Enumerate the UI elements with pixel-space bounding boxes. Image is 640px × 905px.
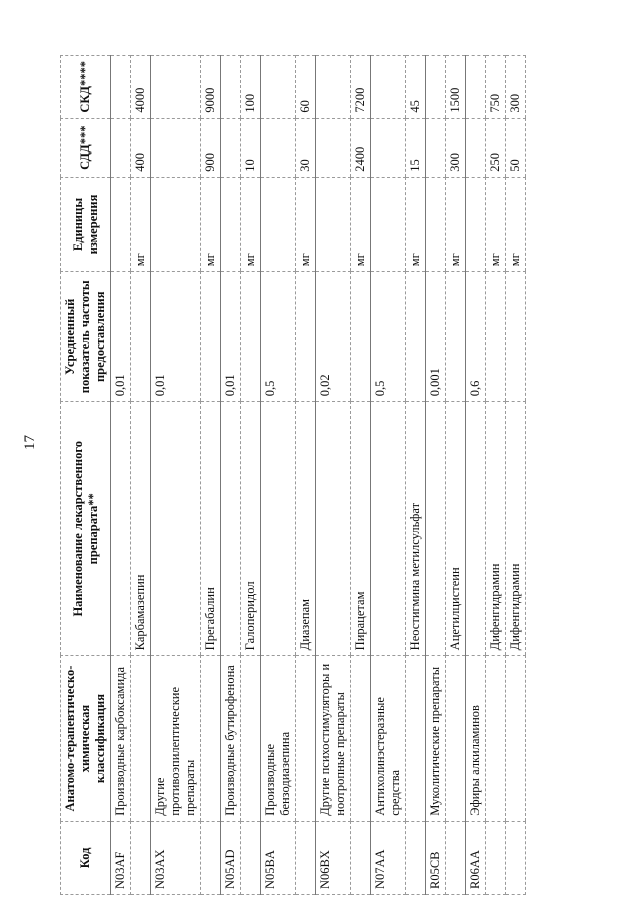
cell-frequency: 0,6 (466, 272, 486, 402)
table-row (221, 56, 241, 895)
cell-unit (426, 177, 446, 272)
cell-atc-class (131, 656, 151, 821)
cell-code: N05AD (221, 821, 241, 894)
cell-sdd: 400 (131, 118, 151, 177)
cell-skd: 45 (406, 56, 426, 119)
cell-unit: мг (351, 177, 371, 272)
cell-unit: мг (486, 177, 506, 272)
cell-sdd (371, 118, 406, 177)
cell-atc-class (486, 656, 506, 821)
cell-frequency (351, 272, 371, 402)
cell-skd (316, 56, 351, 119)
cell-skd (221, 56, 241, 119)
cell-drug-name: Галоперидол (241, 402, 261, 656)
cell-skd (426, 56, 446, 119)
cell-sdd (261, 118, 296, 177)
cell-atc-class (506, 656, 526, 821)
table-header-row (61, 56, 111, 895)
cell-sdd: 30 (296, 118, 316, 177)
cell-sdd: 10 (241, 118, 261, 177)
table-row (131, 56, 151, 895)
cell-drug-name: Прегабалин (201, 402, 221, 656)
cell-sdd (426, 118, 446, 177)
cell-drug-name: Дифенгидрамин (486, 402, 506, 656)
cell-atc-class (406, 656, 426, 821)
cell-frequency: 0,01 (111, 272, 131, 402)
cell-code: N03AF (111, 821, 131, 894)
cell-code: N03AX (151, 821, 201, 894)
table-row (506, 56, 526, 895)
table-row (426, 56, 446, 895)
cell-code (446, 821, 466, 894)
cell-frequency: 0,02 (316, 272, 351, 402)
cell-sdd: 50 (506, 118, 526, 177)
table-row (316, 56, 351, 895)
cell-unit (111, 177, 131, 272)
cell-skd: 4000 (131, 56, 151, 119)
cell-atc-class: Другие психостимуляторы и ноотропные препараты (316, 656, 351, 821)
cell-atc-class: Эфиры алкиламинов (466, 656, 486, 821)
cell-drug-name (426, 402, 446, 656)
cell-frequency (406, 272, 426, 402)
cell-frequency (446, 272, 466, 402)
cell-unit: мг (406, 177, 426, 272)
cell-drug-name (261, 402, 296, 656)
cell-atc-class (241, 656, 261, 821)
table-row (466, 56, 486, 895)
cell-code: R05CB (426, 821, 446, 894)
page-number: 17 (22, 435, 38, 450)
cell-skd: 300 (506, 56, 526, 119)
cell-unit (261, 177, 296, 272)
cell-code (406, 821, 426, 894)
cell-skd (371, 56, 406, 119)
cell-code (241, 821, 261, 894)
cell-drug-name (466, 402, 486, 656)
cell-unit (371, 177, 406, 272)
cell-skd: 1500 (446, 56, 466, 119)
table-row (261, 56, 296, 895)
cell-sdd (316, 118, 351, 177)
cell-atc-class (446, 656, 466, 821)
header-name: Наименование лекарственного препарата** (61, 402, 111, 656)
cell-unit (316, 177, 351, 272)
cell-frequency (201, 272, 221, 402)
cell-code (296, 821, 316, 894)
table-row (371, 56, 406, 895)
cell-atc-class: Муколитические препараты (426, 656, 446, 821)
cell-unit: мг (241, 177, 261, 272)
cell-code: R06AA (466, 821, 486, 894)
table-row (111, 56, 131, 895)
rotated-table-sheet (60, 55, 600, 895)
table-row (486, 56, 506, 895)
cell-frequency: 0,01 (221, 272, 241, 402)
cell-skd (466, 56, 486, 119)
cell-frequency (241, 272, 261, 402)
cell-sdd (151, 118, 201, 177)
cell-sdd: 250 (486, 118, 506, 177)
cell-unit: мг (296, 177, 316, 272)
header-atc: Анатомо-терапевтическо-химическая классификация (61, 656, 111, 821)
table-row (446, 56, 466, 895)
cell-atc-class: Антихолинэстеразные средства (371, 656, 406, 821)
cell-frequency (506, 272, 526, 402)
cell-skd: 100 (241, 56, 261, 119)
cell-skd (261, 56, 296, 119)
header-code: Код (61, 821, 111, 894)
cell-sdd (221, 118, 241, 177)
table-row (351, 56, 371, 895)
medication-table (60, 55, 526, 895)
cell-frequency: 0,001 (426, 272, 446, 402)
cell-code (201, 821, 221, 894)
cell-sdd: 900 (201, 118, 221, 177)
cell-drug-name (371, 402, 406, 656)
header-unit: Единицы измерения (61, 177, 111, 272)
cell-sdd (111, 118, 131, 177)
cell-code (351, 821, 371, 894)
cell-drug-name (111, 402, 131, 656)
cell-skd (151, 56, 201, 119)
cell-sdd: 2400 (351, 118, 371, 177)
table-row (241, 56, 261, 895)
table-row (296, 56, 316, 895)
cell-code: N07AA (371, 821, 406, 894)
cell-sdd: 300 (446, 118, 466, 177)
cell-drug-name: Диазепам (296, 402, 316, 656)
cell-unit: мг (506, 177, 526, 272)
table-body (111, 56, 526, 895)
cell-code (506, 821, 526, 894)
cell-drug-name: Дифенгидрамин (506, 402, 526, 656)
cell-atc-class (351, 656, 371, 821)
header-sdd: СДД*** (61, 118, 111, 177)
cell-drug-name (221, 402, 241, 656)
cell-code: N06BX (316, 821, 351, 894)
table-row (406, 56, 426, 895)
cell-drug-name: Ацетилцистеин (446, 402, 466, 656)
cell-code (486, 821, 506, 894)
cell-frequency: 0,5 (371, 272, 406, 402)
cell-unit: мг (446, 177, 466, 272)
cell-skd: 7200 (351, 56, 371, 119)
cell-unit (466, 177, 486, 272)
cell-drug-name: Пирацетам (351, 402, 371, 656)
cell-atc-class: Производные карбоксамида (111, 656, 131, 821)
cell-drug-name: Неостигмина метилсульфат (406, 402, 426, 656)
cell-code (131, 821, 151, 894)
cell-skd: 9000 (201, 56, 221, 119)
rotated-page (60, 55, 600, 895)
cell-skd (111, 56, 131, 119)
cell-unit: мг (131, 177, 151, 272)
cell-unit: мг (201, 177, 221, 272)
table-row (201, 56, 221, 895)
cell-unit (151, 177, 201, 272)
cell-drug-name (151, 402, 201, 656)
cell-frequency: 0,5 (261, 272, 296, 402)
cell-skd: 750 (486, 56, 506, 119)
cell-drug-name: Карбамазепин (131, 402, 151, 656)
cell-atc-class (201, 656, 221, 821)
cell-drug-name (316, 402, 351, 656)
cell-frequency (486, 272, 506, 402)
cell-atc-class: Производные бензодиазепина (261, 656, 296, 821)
cell-frequency: 0,01 (151, 272, 201, 402)
cell-skd: 60 (296, 56, 316, 119)
cell-code: N05BA (261, 821, 296, 894)
table-row (151, 56, 201, 895)
cell-atc-class (296, 656, 316, 821)
cell-sdd (466, 118, 486, 177)
cell-atc-class: Другие противоэпилептические препараты (151, 656, 201, 821)
cell-sdd: 15 (406, 118, 426, 177)
cell-unit (221, 177, 241, 272)
header-skd: СКД**** (61, 56, 111, 119)
cell-frequency (131, 272, 151, 402)
cell-frequency (296, 272, 316, 402)
cell-atc-class: Производные бутирофенона (221, 656, 241, 821)
header-frequency: Усредненный показатель частоты предоставления (61, 272, 111, 402)
